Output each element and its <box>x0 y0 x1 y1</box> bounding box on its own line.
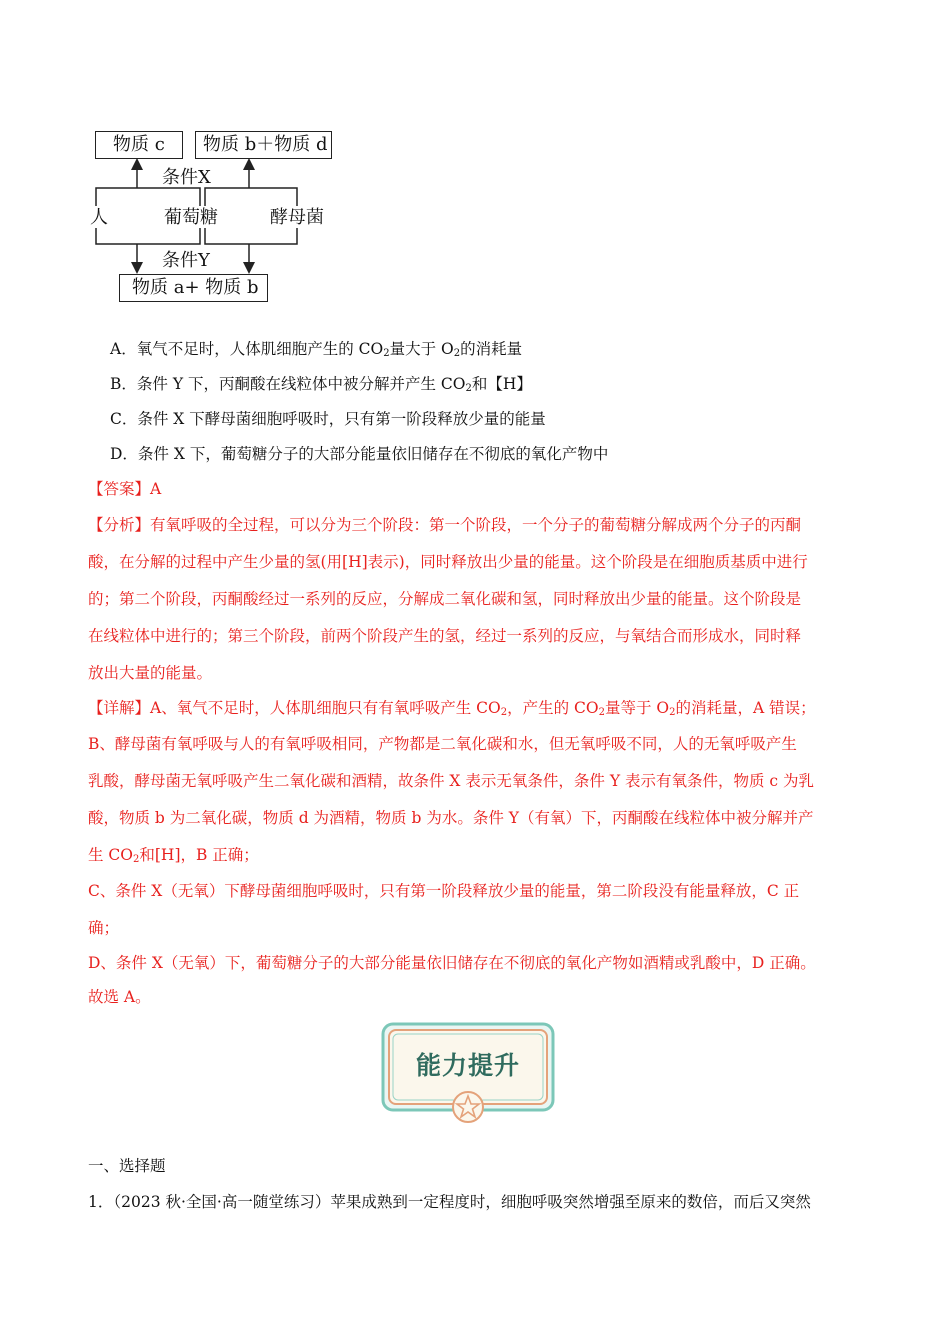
analysis-line: 放出大量的能量。 <box>88 664 213 682</box>
option-b: B．条件 Y 下，丙酮酸在线粒体中被分解并产生 $CO_2$和【H】 <box>110 375 532 394</box>
detail-line: C、条件 X（无氧）下酵母菌细胞呼吸时，只有第一阶段释放少量的能量，第二阶段没有能量释放，C 正 <box>88 882 800 900</box>
option-c: C．条件 X 下酵母菌细胞呼吸时，只有第一阶段释放少量的能量 <box>110 410 546 428</box>
box-substance-bd-label: 物质 b＋物质 d <box>203 134 328 155</box>
respiration-diagram <box>0 0 950 320</box>
badge-label: 能力提升 <box>415 1051 520 1080</box>
detail-line: D、条件 X（无氧）下，葡萄糖分子的大部分能量依旧储存在不彻底的氧化产物如酒精或乳酸中，D 正确。 <box>88 954 816 972</box>
condition-x-label: 条件X <box>162 167 211 188</box>
yeast-label: 酵母菌 <box>270 207 324 228</box>
detail-line: 生 $CO_2$和[H]，B 正确； <box>88 846 259 865</box>
detail-line: 确； <box>88 919 120 937</box>
box-substance-ab-label: 物质 a+ 物质 b <box>132 277 259 298</box>
detail-line: 乳酸，酵母菌无氧呼吸产生二氧化碳和酒精，故条件 X 表示无氧条件，条件 Y 表示有氧条件，物质 c 为乳 <box>88 772 815 790</box>
answer: 【答案】A <box>88 480 162 498</box>
human-label: 人 <box>90 207 108 228</box>
condition-y-label: 条件Y <box>162 250 210 271</box>
section-title: 一、选择题 <box>88 1157 166 1175</box>
question-1: 1．（2023 秋·全国·高一随堂练习）苹果成熟到一定程度时，细胞呼吸突然增强至原来的数倍，而后又突然 <box>88 1193 811 1211</box>
option-a: A．氧气不足时，人体肌细胞产生的 $CO_2$量大于 $O_2$的消耗量 <box>110 340 523 359</box>
box-substance-c-label: 物质 c <box>113 134 165 155</box>
diagram-lines <box>0 0 950 320</box>
analysis-line: 在线粒体中进行的；第三个阶段，前两个阶段产生的氢，经过一系列的反应，与氧结合而形成水，同时释 <box>88 627 802 645</box>
detail-line: 酸，物质 b 为二氧化碳，物质 d 为酒精，物质 b 为水。条件 Y（有氧）下，丙酮酸在线粒体中被分解并产 <box>88 809 814 827</box>
detail-line: 【详解】A、氧气不足时，人体肌细胞只有有氧呼吸产生 $CO_2$，产生的 $CO_2$量等于 $O_2$的消耗量，A 错误； <box>88 699 816 718</box>
analysis-line: 【分析】有氧呼吸的全过程，可以分为三个阶段：第一个阶段，一个分子的葡萄糖分解成两个分子的丙酮 <box>88 516 802 534</box>
option-d: D．条件 X 下，葡萄糖分子的大部分能量依旧储存在不彻底的氧化产物中 <box>110 445 609 463</box>
glucose-label: 葡萄糖 <box>164 207 218 228</box>
detail-line: B、酵母菌有氧呼吸与人的有氧呼吸相同，产物都是二氧化碳和水，但无氧呼吸不同，人的无氧呼吸产生 <box>88 735 797 753</box>
detail-line: 故选 A。 <box>88 988 151 1006</box>
analysis-line: 酸，在分解的过程中产生少量的氢(用[H]表示)，同时释放出少量的能量。这个阶段是在细胞质基质中进行 <box>88 553 808 571</box>
analysis-line: 的；第二个阶段，丙酮酸经过一系列的反应，分解成二氧化碳和氢，同时释放出少量的能量。这个阶段是 <box>88 590 802 608</box>
